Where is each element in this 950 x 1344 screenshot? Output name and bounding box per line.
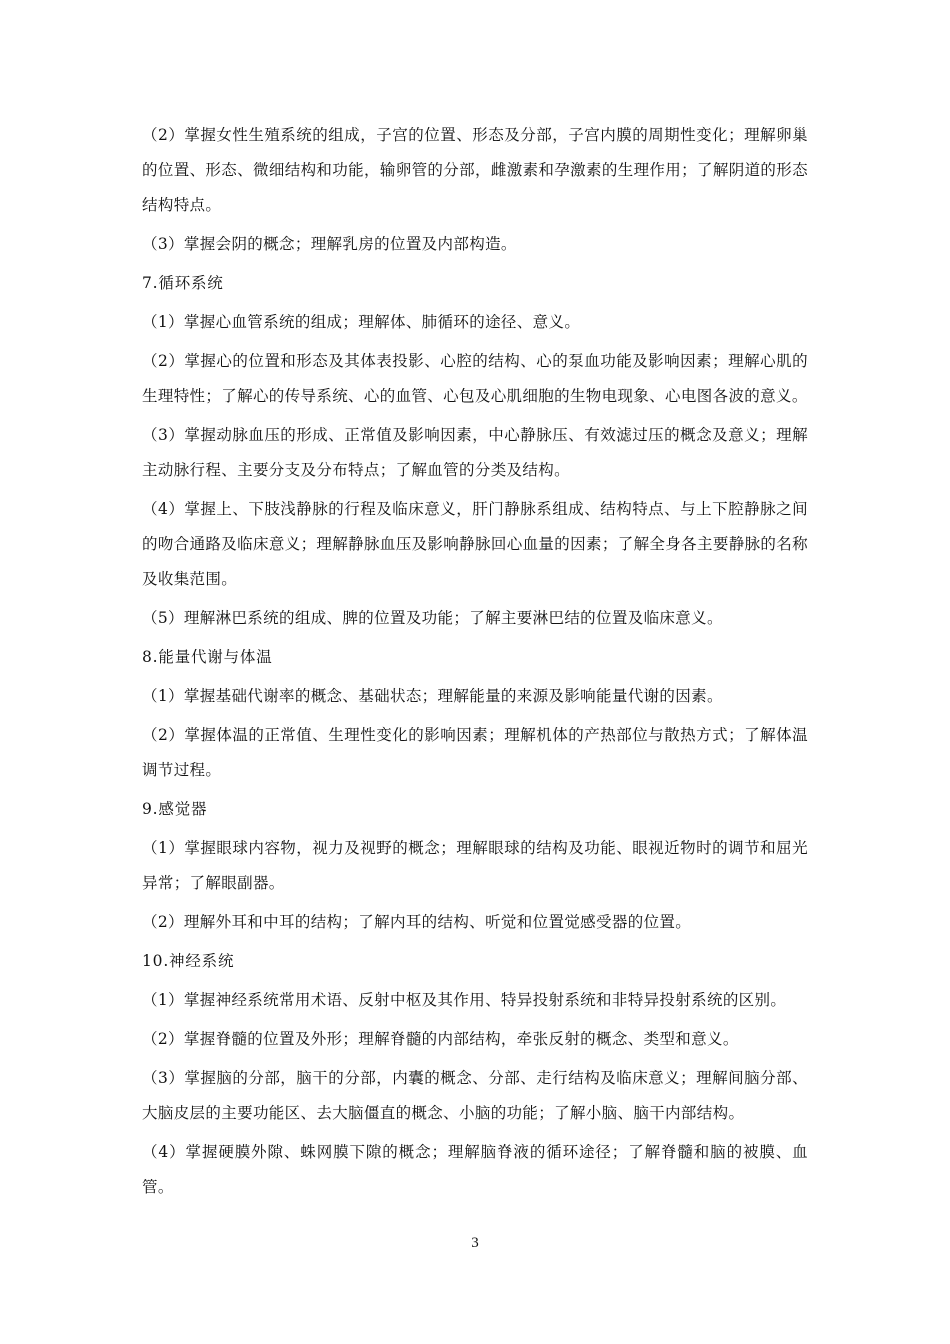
section-heading-sensory-organs: 9.感觉器 [142,800,208,818]
paragraph-heart: （2）掌握心的位置和形态及其体表投影、心腔的结构、心的泵血功能及影响因素；理解心肌的生理特性；了解心的传导系统、心的血管、心包及心肌细胞的生物电现象、心电图各波的意义。 [142,352,808,405]
paragraph-lymphatic: （5）理解淋巴系统的组成、脾的位置及功能；了解主要淋巴结的位置及临床意义。 [142,609,723,627]
paragraph-arterial-pressure: （3）掌握动脉血压的形成、正常值及影响因素，中心静脉压、有效滤过压的概念及意义；理解主动脉行程、主要分支及分布特点；了解血管的分类及结构。 [142,426,808,479]
paragraph-cardiovascular-composition: （1）掌握心血管系统的组成；理解体、肺循环的途径、意义。 [142,313,581,331]
paragraph-brain: （3）掌握脑的分部，脑干的分部，内囊的概念、分部、走行结构及临床意义；理解间脑分部、大脑皮层的主要功能区、去大脑僵直的概念、小脑的功能；了解小脑、脑干内部结构。 [142,1069,808,1122]
paragraph-ear: （2）理解外耳和中耳的结构；了解内耳的结构、听觉和位置觉感受器的位置。 [142,913,692,931]
paragraph-nervous-terms: （1）掌握神经系统常用术语、反射中枢及其作用、特异投射系统和非特异投射系统的区别。 [142,991,787,1009]
section-heading-energy-metabolism: 8.能量代谢与体温 [142,648,273,666]
paragraph-eye: （1）掌握眼球内容物，视力及视野的概念；理解眼球的结构及功能、眼视近物时的调节和屈光异常；了解眼副器。 [142,839,808,892]
paragraph-spinal-cord: （2）掌握脊髓的位置及外形；理解脊髓的内部结构，牵张反射的概念、类型和意义。 [142,1030,739,1048]
section-heading-circulatory: 7.循环系统 [142,274,224,292]
paragraph-perineum: （3）掌握会阴的概念；理解乳房的位置及内部构造。 [142,235,517,253]
paragraph-body-temperature: （2）掌握体温的正常值、生理性变化的影响因素；理解机体的产热部位与散热方式；了解体温调节过程。 [142,726,808,779]
paragraph-veins: （4）掌握上、下肢浅静脉的行程及临床意义，肝门静脉系组成、结构特点、与上下腔静脉之间的吻合通路及临床意义；理解静脉血压及影响静脉回心血量的因素；了解全身各主要静脉的名称及收集范围。 [142,500,808,588]
page-body [142,118,808,1209]
page-number: 3 [471,1235,479,1251]
paragraph-meninges: （4）掌握硬膜外隙、蛛网膜下隙的概念；理解脑脊液的循环途径；了解脊髓和脑的被膜、血管。 [142,1143,808,1196]
paragraph-basal-metabolism: （1）掌握基础代谢率的概念、基础状态；理解能量的来源及影响能量代谢的因素。 [142,687,723,705]
paragraph-female-reproductive: （2）掌握女性生殖系统的组成，子宫的位置、形态及分部，子宫内膜的周期性变化；理解卵巢的位置、形态、微细结构和功能，输卵管的分部，雌激素和孕激素的生理作用；了解阴道的形态结构特点。 [142,126,808,214]
section-heading-nervous-system: 10.神经系统 [142,952,235,970]
